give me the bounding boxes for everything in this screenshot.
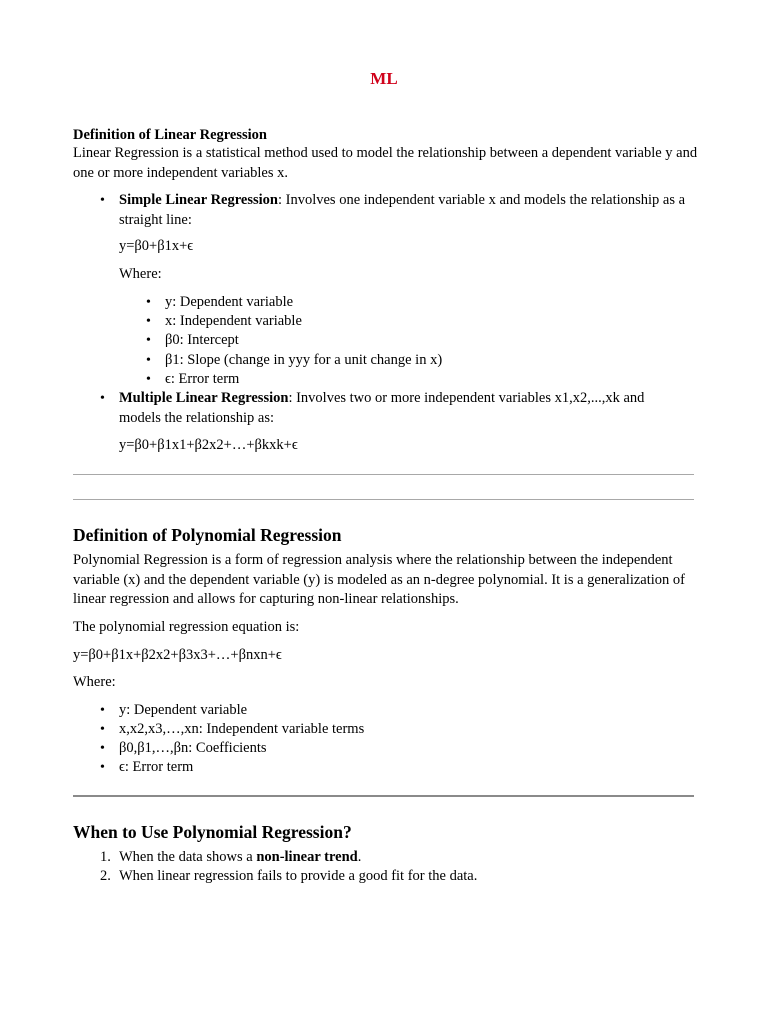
multiple-linear-item <box>119 389 689 428</box>
multiple-linear-equation: y=β0+β1x1+β2x2+…+βkxk+ϵ <box>119 437 298 453</box>
item-text: When the data shows a <box>119 849 257 865</box>
bullet-marker: • <box>100 703 105 718</box>
polynomial-term-item: β0,β1,…,βn: Coefficients <box>119 740 267 756</box>
list-number: 1. <box>100 849 111 865</box>
bullet-marker: • <box>100 760 105 775</box>
simple-term-item: x: Independent variable <box>165 313 302 329</box>
simple-term-item: ϵ: Error term <box>165 371 240 387</box>
document-title: ML <box>370 69 398 88</box>
when-to-use-heading: When to Use Polynomial Regression? <box>73 822 352 842</box>
when-to-use-item <box>119 848 361 868</box>
simple-term-item: β1: Slope (change in yyy for a unit change in x) <box>165 352 443 368</box>
when-to-use-item <box>119 867 477 887</box>
simple-linear-label: Simple Linear Regression <box>119 192 278 208</box>
simple-term-item: β0: Intercept <box>165 332 239 348</box>
bullet-marker: • <box>146 372 151 387</box>
item-bold-text: non-linear trend <box>256 849 358 865</box>
bullet-marker: • <box>146 353 151 368</box>
linear-regression-heading: Definition of Linear Regression <box>73 127 268 143</box>
item-text-end: . <box>357 849 362 865</box>
polynomial-equation-intro: The polynomial regression equation is: <box>73 619 300 635</box>
item-text: When linear regression fails to provide a good fit for the data. <box>119 868 478 884</box>
bullet-marker: • <box>100 391 105 406</box>
bullet-marker: • <box>100 722 105 737</box>
simple-linear-text: : Involves one independent variable x and models the relationship as a straight line: <box>119 192 686 228</box>
linear-regression-intro: Linear Regression is a statistical method used to model the relationship between a dependent variable y and one or more independent variables x. <box>73 145 698 181</box>
polynomial-term-item: ϵ: Error term <box>119 759 194 775</box>
bullet-marker: • <box>146 314 151 329</box>
list-number: 2. <box>100 868 111 884</box>
polynomial-term-item: y: Dependent variable <box>119 702 248 718</box>
bullet-marker: • <box>100 193 105 208</box>
polynomial-equation: y=β0+β1x+β2x2+β3x3+…+βnxn+ϵ <box>73 647 282 663</box>
multiple-linear-text: : Involves two or more independent variables x1,x2,...,xk and models the relationship as: <box>119 390 645 426</box>
bullet-marker: • <box>146 295 151 310</box>
polynomial-where: Where: <box>73 674 116 690</box>
simple-linear-equation: y=β0+β1x+ϵ <box>119 238 194 254</box>
bullet-marker: • <box>146 333 151 348</box>
simple-linear-where: Where: <box>119 266 162 282</box>
horizontal-rule <box>73 474 694 475</box>
horizontal-rule <box>73 795 694 797</box>
multiple-linear-label: Multiple Linear Regression <box>119 390 289 406</box>
simple-linear-item <box>119 191 689 230</box>
polynomial-term-item: x,x2,x3,…,xn: Independent variable terms <box>119 721 365 737</box>
polynomial-regression-intro: Polynomial Regression is a form of regression analysis where the relationship between the independent variable (x) and the dependent variable (y) is modeled as an n-degree polynomial. It is a generalization of linear regression and allows for capturing non-linear relationships. <box>73 552 685 607</box>
horizontal-rule <box>73 499 694 500</box>
bullet-marker: • <box>100 741 105 756</box>
simple-term-item: y: Dependent variable <box>165 294 294 310</box>
polynomial-regression-heading: Definition of Polynomial Regression <box>73 525 342 545</box>
